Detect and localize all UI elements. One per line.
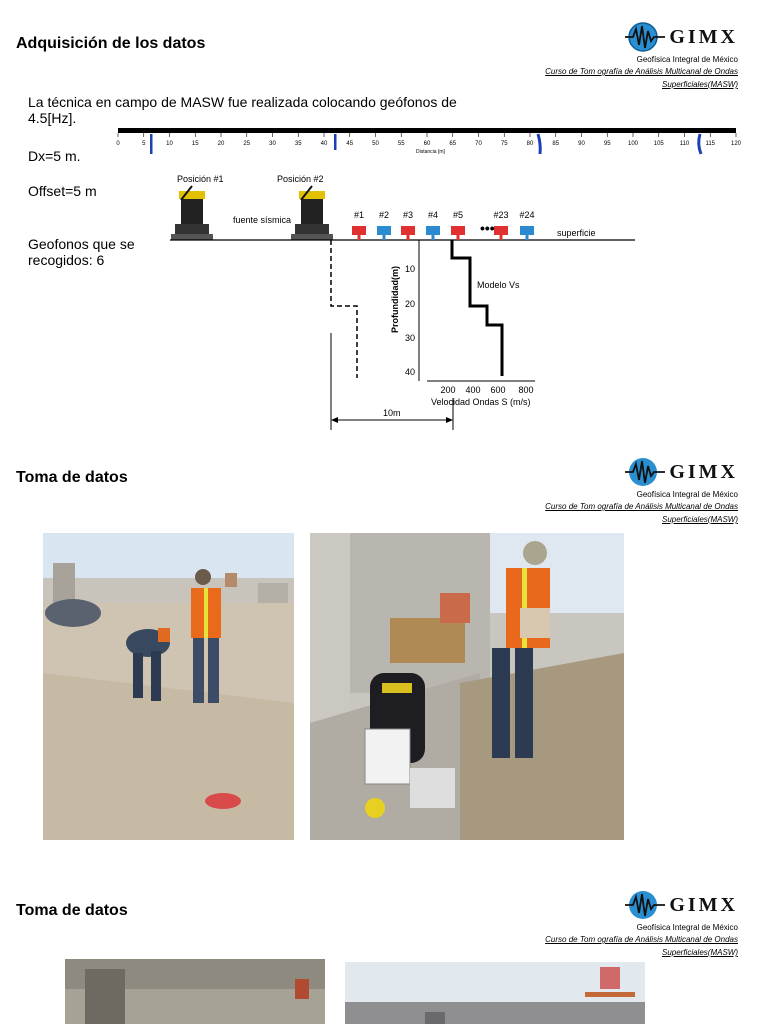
offset-text: Offset=5 m <box>28 183 97 199</box>
surface-label: superficie <box>557 228 596 238</box>
ruler-tick-label: 10 <box>166 141 173 147</box>
gimx-logo <box>508 455 738 526</box>
geophone-marker <box>334 134 337 150</box>
geophone-icon <box>426 226 440 240</box>
ruler-tick-label: 0 <box>116 141 120 147</box>
geophone-marker <box>150 134 153 154</box>
depth-tick-label: 10 <box>404 264 415 274</box>
dashed-path <box>331 240 357 378</box>
geophone-label: #23 <box>493 210 509 220</box>
geofonos-text: Geofonos que se recogidos: 6 <box>28 236 135 268</box>
ruler-tick-label: 115 <box>705 141 716 147</box>
logo-org: Geofísica Integral de México <box>636 55 738 64</box>
seismograph-globe-icon <box>625 21 665 53</box>
geophone-label: #3 <box>402 210 414 220</box>
slide-toma-datos-1 <box>0 455 768 855</box>
field-photo-site <box>65 959 325 1024</box>
logo-org: Geofísica Integral de México <box>636 923 738 932</box>
depth-tick-label: 20 <box>404 299 415 309</box>
geophone-icon <box>494 226 508 240</box>
logo-org: Geofísica Integral de México <box>636 490 738 499</box>
ruler-tick-label: 95 <box>603 141 611 147</box>
geophone-icon <box>377 226 391 240</box>
velocity-tick-label: 400 <box>465 385 481 395</box>
model-label: Modelo Vs <box>477 280 520 290</box>
seismograph-globe-icon <box>625 889 665 921</box>
velocity-tick-label: 600 <box>490 385 506 395</box>
velocity-tick-label: 800 <box>518 385 534 395</box>
compactor-icon <box>291 186 333 240</box>
slide-adquisicion <box>0 0 768 430</box>
logo-brand: GIMX <box>669 25 738 48</box>
ruler-tick-label: 100 <box>627 141 639 147</box>
ellipsis-dots: ••• <box>480 220 495 236</box>
field-photo-workers <box>43 533 294 840</box>
velocity-axis-label: Velocidad Ondas S (m/s) <box>431 397 531 407</box>
ruler-tick-label: 110 <box>679 141 690 147</box>
geophone-label: #2 <box>378 210 390 220</box>
geophone-marker <box>699 134 701 154</box>
dx-text: Dx=5 m. <box>28 148 81 164</box>
depth-tick-label: 30 <box>404 333 415 343</box>
logo-course-line1: Curso de Tom ografía de Análisis Multicanal de Ondas <box>545 935 738 944</box>
ruler-tick-label: 90 <box>578 141 585 147</box>
ruler-tick-label: 65 <box>449 141 457 147</box>
ruler-tick-label: 105 <box>653 141 664 147</box>
masw-diagram <box>165 168 645 430</box>
geophone-icon <box>352 226 366 240</box>
logo-brand: GIMX <box>669 893 738 916</box>
logo-brand: GIMX <box>669 460 738 483</box>
depth-axis-label: Profundidad(m) <box>390 266 400 333</box>
intro-text: La técnica en campo de MASW fue realizada colocando geófonos de 4.5[Hz]. <box>28 94 457 126</box>
ruler-tick-label: 45 <box>346 141 354 147</box>
ruler-tick-label: 55 <box>397 141 405 147</box>
ruler-tick-label: 30 <box>269 141 276 147</box>
velocity-tick-label: 200 <box>440 385 456 395</box>
ruler-tick-label: 75 <box>500 141 508 147</box>
logo-course-line2: Superficiales(MASW) <box>661 80 738 89</box>
geophone-icon <box>520 226 534 240</box>
field-photo-street <box>345 962 645 1024</box>
geophone-marker <box>538 134 540 154</box>
slide-title: Toma de datos <box>16 469 128 486</box>
vs-model-profile <box>452 240 502 376</box>
ruler-tick-label: 35 <box>294 141 302 147</box>
geophone-label: #24 <box>519 210 535 220</box>
ruler-tick-label: 20 <box>217 141 225 147</box>
geophone-label: #1 <box>353 210 365 220</box>
distance-label: 10m <box>383 408 401 418</box>
slide-toma-datos-2 <box>0 888 768 1024</box>
ruler-axis-label: Distancia [m] <box>416 149 445 155</box>
seismograph-globe-icon <box>625 456 665 488</box>
slide-title: Adquisición de los datos <box>16 35 206 52</box>
geophone-icon <box>451 226 465 240</box>
source-label: fuente sísmica <box>233 215 292 225</box>
ruler-tick-label: 70 <box>475 141 482 147</box>
geophone-icon <box>401 226 415 240</box>
ruler-tick-label: 50 <box>372 141 379 147</box>
gimx-logo <box>508 20 738 91</box>
gimx-logo <box>508 888 738 959</box>
position-1-label: Posición #1 <box>177 174 224 184</box>
ruler-tick-label: 60 <box>423 141 431 147</box>
ruler-tick-label: 85 <box>552 141 560 147</box>
logo-course-line2: Superficiales(MASW) <box>661 948 738 957</box>
geophone-label: #4 <box>427 210 439 220</box>
logo-course-line2: Superficiales(MASW) <box>661 515 738 524</box>
ruler-tick-label: 25 <box>243 141 251 147</box>
ruler-tick-label: 15 <box>191 141 199 147</box>
field-photo-equipment <box>310 533 624 840</box>
compactor-icon <box>171 186 213 240</box>
depth-tick-label: 40 <box>404 367 415 377</box>
ruler-tick-label: 40 <box>320 141 328 147</box>
ruler-tick-label: 80 <box>526 141 534 147</box>
position-2-label: Posición #2 <box>277 174 324 184</box>
slide-title: Toma de datos <box>16 902 128 919</box>
ruler-tick-label: 5 <box>142 141 146 147</box>
ruler-tick-label: 120 <box>730 141 742 147</box>
geophone-label: #5 <box>452 210 464 220</box>
logo-course-line1: Curso de Tom ografía de Análisis Multicanal de Ondas <box>545 67 738 76</box>
distance-ruler <box>110 120 745 162</box>
logo-course-line1: Curso de Tom ografía de Análisis Multicanal de Ondas <box>545 502 738 511</box>
